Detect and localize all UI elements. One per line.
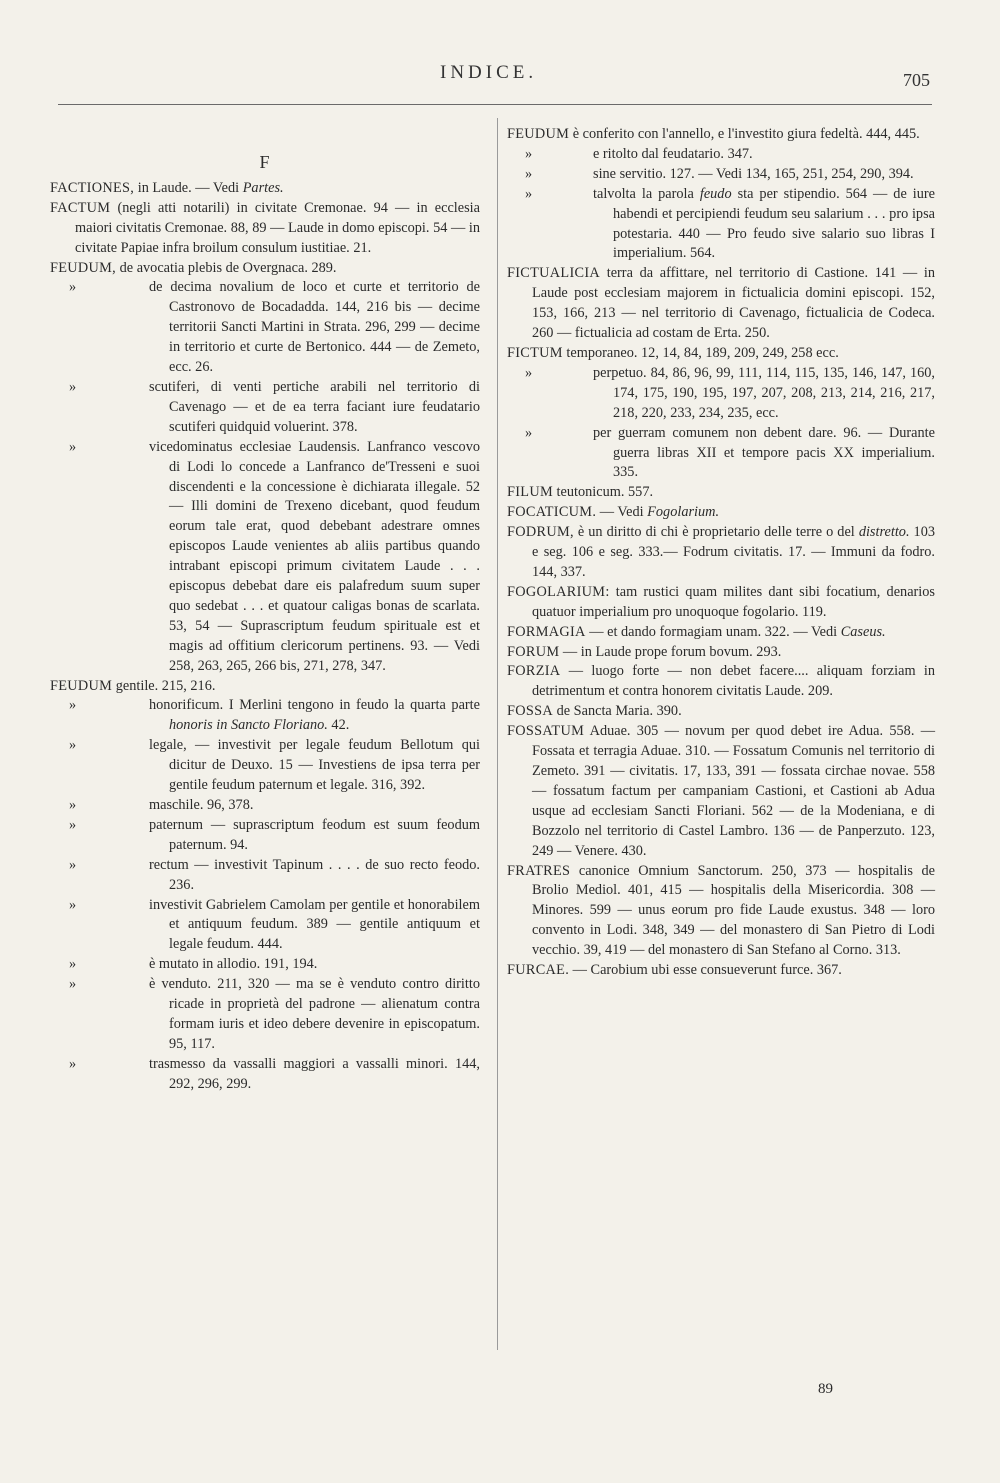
index-entry: FEUDUM gentile. 215, 216. [50, 677, 216, 694]
sub-entry: » investivit Gabrielem Camolam per gentile et honorabilem et antiquum feudum. 389 — gentile antiquum et legale feudum. 444. [69, 896, 480, 953]
index-entry: FICTUM temporaneo. 12, 14, 84, 189, 209, 249, 258 ecc. [507, 344, 839, 361]
index-entry: FEUDUM è conferito con l'annello, e l'investito giura fedeltà. 444, 445. [507, 126, 920, 142]
index-entry: FEUDUM, de avocatia plebis de Overgnaca. 289. [50, 259, 337, 276]
sub-entry: » è mutato in allodio. 191, 194. [69, 956, 318, 973]
index-entry: FURCAE. — Carobium ubi esse consueverunt furce. 367. [507, 962, 842, 979]
sub-entry: » trasmesso da vassalli maggiori a vassalli minori. 144, 292, 296, 299. [69, 1055, 480, 1092]
left-column [50, 125, 480, 1095]
index-entry: FOCATICUM. — Vedi Fogolarium. [507, 504, 720, 521]
index-entry: FACTUM (negli atti notarili) in civitate Cremonae. 94 — in ecclesia maiori civitatis Cremonae. 88, 89 — Laude in domo episcopi. 54 — in civitate Papiae infra broilum consulum iustitiae. 21. [50, 199, 480, 256]
index-entry: FOGOLARIUM: tam rustici quam milites dant sibi focatium, denarios quatuor imperialium pro unoquoque fogolario. 119. [507, 583, 935, 620]
index-entry: FOSSATUM Aduae. 305 — novum per quod debet ire Adua. 558. — Fossata et terragia Aduae. 310. — Fossatum Comunis nel territorio di Zemeto. 391 — civitatis. 17, 133, 391 — fossata circhae novae. 558 — fossatum factum per campaniam Castioni, et Castioni ab Adua usque ad ecclesiam Sancti Floriani. 562 — de la Modeniana, e di Bozzolo nel territorio di Castel Lambro. 136 — de Panperzuto. 123, 249 — Venere. 430. [507, 723, 935, 859]
sub-entry: » scutiferi, di venti pertiche arabili nel territorio di Cavenago — et de ea terra faciant iure feudatario scutiferi quidquid voluerint. 378. [69, 378, 480, 435]
index-entry: FORMAGIA — et dando formagiam unam. 322. — Vedi Caseus. [507, 623, 886, 640]
index-entry: FRATRES canonice Omnium Sanctorum. 250, 373 — hospitalis de Brolio Mediol. 401, 415 — hospitalis della Misericordia. 308 — Minores. 599 — unus eorum pro fide Laude exustus. 348 — loro convento in Lodi. 348, 349 — del monastero di San Pietro di Lodi vecchio. 39, 419 — del monastero di San Stefano al Corno. 313. [507, 862, 935, 959]
sub-entry: » vicedominatus ecclesiae Laudensis. Lanfranco vescovo di Lodi lo concede a Lanfranco de'Tresseni e suoi discendenti e la concessione è dichiarata illegale. 52 — Illi domini de Trexeno dicebant, quod feudum eorum tale erat, quod debebant adestrare omnes episcopos Laude venientes ab aliis partibus quando intrabant episcopi primum civitatem Laude . . . episcopus debebat dare eis palafredum suum super quo sedebat . . . et quatour caligas bonas de scarlata. 53, 54 — Suprascriptum feudum spirituale est et magis ad offitium clericorum pertinens. 93. — Vedi 258, 263, 265, 266 bis, 271, 278, 347. [69, 438, 480, 674]
header-rule [58, 104, 932, 105]
sub-entry: » perpetuo. 84, 86, 96, 99, 111, 114, 115, 135, 146, 147, 160, 174, 175, 190, 195, 197, 207, 208, 213, 214, 216, 217, 218, 220, 233, 234, 235, ecc. [525, 364, 935, 421]
signature-number: 89 [818, 1381, 833, 1397]
sub-entry: » maschile. 96, 378. [69, 797, 254, 813]
index-entry: FILUM teutonicum. 557. [507, 484, 654, 501]
right-column [507, 125, 935, 981]
page-number: 705 [903, 70, 930, 90]
section-letter: F [259, 152, 271, 172]
sub-entry: » rectum — investivit Tapinum . . . . de suo recto feodo. 236. [69, 856, 480, 893]
sub-entry: » è venduto. 211, 320 — ma se è venduto contro diritto ricade in proprietà del padrone — alienatum contra formam iuris et ideo debere devenire in episcopatum. 95, 117. [69, 976, 480, 1052]
sub-entry: » talvolta la parola feudo sta per stipendio. 564 — de iure habendi et percipiendi feudum seu salarium . . . pro ipsa potestaria. 440 — Pro feudo sive salario suo libras I imperialium. 564. [525, 185, 936, 262]
sub-entry: » paternum — suprascriptum feodum est suum feodum paternum. 94. [69, 816, 480, 853]
sub-entry: » legale, — investivit per legale feudum Bellotum qui dicitur de Deuxo. 15 — Investiens de ipsa terra per gentile feudum paternum et legale. 316, 392. [69, 737, 480, 794]
index-entry: FODRUM, è un diritto di chi è proprietario delle terre o del distretto. 103 e seg. 106 e seg. 333.— Fodrum civitatis. 17. — Immuni da fodro. 144, 337. [507, 524, 935, 580]
page-header [0, 62, 1000, 102]
sub-entry: » honorificum. I Merlini tengono in feudo la quarta parte honoris in Sancto Floriano. 42. [69, 697, 480, 734]
index-entry: FOSSA de Sancta Maria. 390. [507, 703, 682, 720]
index-entry: FORZIA — luogo forte — non debet facere.... aliquam forziam in detrimentum et contra honorem civitatis Laude. 209. [507, 663, 935, 700]
index-entry: FACTIONES, in Laude. — Vedi Partes. [50, 179, 284, 196]
index-entry: FORUM — in Laude prope forum bovum. 293. [507, 643, 782, 660]
sub-entry: » de decima novalium de loco et curte et territorio de Castronovo de Bocadadda. 144, 216 bis — decime territorii Sancti Martini in Strata. 296, 299 — decime in territorio et curte de Bertonico. 444 — de Zemeto, ecc. 26. [69, 279, 480, 376]
running-title: INDICE. [440, 62, 538, 83]
column-divider [497, 118, 498, 1350]
sub-entry: » e ritolto dal feudatario. 347. [525, 145, 753, 162]
sub-entry: » per guerram comunem non debent dare. 96. — Durante guerra libras XII et tempore pacis XX imperialium. 335. [525, 424, 935, 481]
index-entry: FICTUALICIA terra da affittare, nel territorio di Castione. 141 — in Laude post ecclesiam majorem in fictualicia domini episcopi. 152, 153, 166, 213 — nel territorio di Cavenago, fictualicia de Codeca. 260 — fictualicia ad costam de Erta. 250. [507, 265, 935, 342]
sub-entry: » sine servitio. 127. — Vedi 134, 165, 251, 254, 290, 394. [525, 165, 914, 182]
